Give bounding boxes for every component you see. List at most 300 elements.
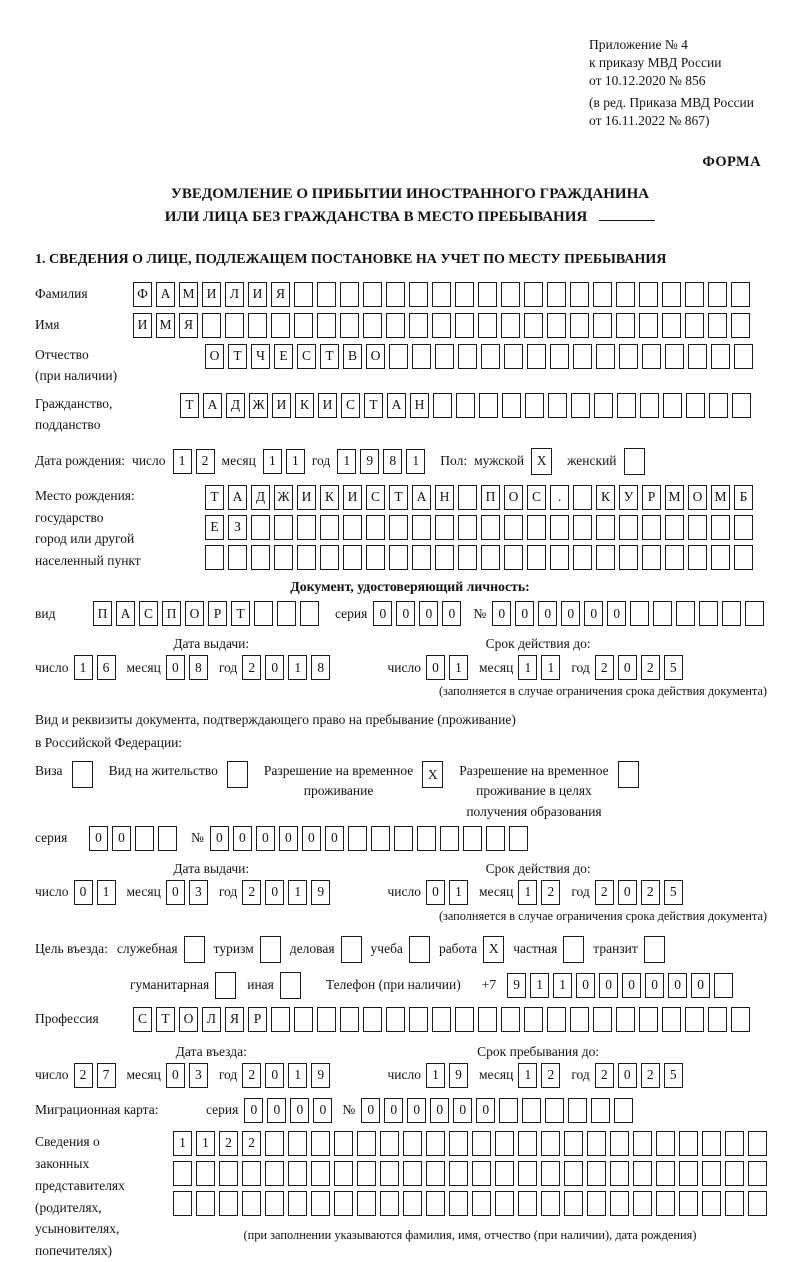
char-cell[interactable]: 0 <box>244 1098 263 1123</box>
char-cell[interactable] <box>458 344 477 369</box>
char-cell[interactable] <box>665 545 684 570</box>
char-cell[interactable] <box>432 282 451 307</box>
char-cell[interactable] <box>587 1191 606 1216</box>
char-cell[interactable] <box>412 344 431 369</box>
char-cell[interactable] <box>596 344 615 369</box>
char-cell[interactable]: 0 <box>112 826 131 851</box>
char-cell[interactable] <box>173 1191 192 1216</box>
char-cell[interactable] <box>242 1161 261 1186</box>
char-cell[interactable] <box>573 344 592 369</box>
char-cell[interactable] <box>711 545 730 570</box>
char-cell[interactable] <box>386 1007 405 1032</box>
char-cell[interactable] <box>662 1007 681 1032</box>
char-cell[interactable] <box>435 515 454 540</box>
char-cell[interactable] <box>518 1161 537 1186</box>
char-cell[interactable] <box>271 313 290 338</box>
char-cell[interactable]: 1 <box>426 1063 445 1088</box>
char-cell[interactable]: 6 <box>97 655 116 680</box>
char-cell[interactable] <box>409 313 428 338</box>
char-cell[interactable] <box>702 1161 721 1186</box>
char-cell[interactable]: Е <box>205 515 224 540</box>
char-cell[interactable] <box>685 1007 704 1032</box>
char-cell[interactable]: А <box>116 601 135 626</box>
char-cell[interactable]: Т <box>156 1007 175 1032</box>
char-cell[interactable] <box>662 282 681 307</box>
char-cell[interactable]: М <box>711 485 730 510</box>
char-cell[interactable] <box>340 313 359 338</box>
char-cell[interactable]: И <box>202 282 221 307</box>
char-cell[interactable] <box>748 1161 767 1186</box>
char-cell[interactable] <box>642 344 661 369</box>
char-cell[interactable]: 2 <box>641 880 660 905</box>
char-cell[interactable] <box>196 1191 215 1216</box>
char-cell[interactable]: 0 <box>426 880 445 905</box>
char-cell[interactable] <box>639 282 658 307</box>
char-cell[interactable]: 0 <box>515 601 534 626</box>
char-cell[interactable] <box>527 545 546 570</box>
char-cell[interactable]: 0 <box>256 826 275 851</box>
char-cell[interactable]: Ф <box>133 282 152 307</box>
char-cell[interactable] <box>196 1161 215 1186</box>
checkbox-cell[interactable] <box>563 936 584 963</box>
char-cell[interactable] <box>228 545 247 570</box>
char-cell[interactable] <box>501 313 520 338</box>
char-cell[interactable] <box>633 1191 652 1216</box>
char-cell[interactable] <box>458 515 477 540</box>
char-cell[interactable] <box>616 1007 635 1032</box>
char-cell[interactable] <box>458 485 477 510</box>
char-cell[interactable]: 0 <box>373 601 392 626</box>
char-cell[interactable] <box>547 1007 566 1032</box>
char-cell[interactable]: П <box>93 601 112 626</box>
char-cell[interactable] <box>288 1161 307 1186</box>
checkbox-cell[interactable]: X <box>483 936 504 963</box>
char-cell[interactable] <box>656 1161 675 1186</box>
char-cell[interactable] <box>745 601 764 626</box>
checkbox-cell[interactable] <box>72 761 93 788</box>
checkbox-cell[interactable] <box>624 448 645 475</box>
char-cell[interactable]: А <box>228 485 247 510</box>
char-cell[interactable] <box>591 1098 610 1123</box>
char-cell[interactable] <box>525 393 544 418</box>
char-cell[interactable]: З <box>228 515 247 540</box>
char-cell[interactable] <box>251 515 270 540</box>
char-cell[interactable]: 2 <box>641 655 660 680</box>
char-cell[interactable] <box>662 313 681 338</box>
char-cell[interactable]: 0 <box>576 973 595 998</box>
char-cell[interactable] <box>366 515 385 540</box>
char-cell[interactable]: Б <box>734 485 753 510</box>
char-cell[interactable]: Т <box>231 601 250 626</box>
char-cell[interactable]: М <box>156 313 175 338</box>
char-cell[interactable]: 2 <box>641 1063 660 1088</box>
char-cell[interactable]: О <box>185 601 204 626</box>
char-cell[interactable]: Я <box>271 282 290 307</box>
checkbox-cell[interactable] <box>280 972 301 999</box>
char-cell[interactable]: Я <box>179 313 198 338</box>
char-cell[interactable] <box>340 1007 359 1032</box>
char-cell[interactable] <box>504 545 523 570</box>
char-cell[interactable]: П <box>481 485 500 510</box>
char-cell[interactable]: 0 <box>361 1098 380 1123</box>
char-cell[interactable]: Я <box>225 1007 244 1032</box>
char-cell[interactable]: Т <box>228 344 247 369</box>
char-cell[interactable]: О <box>504 485 523 510</box>
char-cell[interactable] <box>663 393 682 418</box>
char-cell[interactable] <box>633 1131 652 1156</box>
checkbox-cell[interactable] <box>215 972 236 999</box>
char-cell[interactable]: 9 <box>449 1063 468 1088</box>
char-cell[interactable] <box>334 1131 353 1156</box>
char-cell[interactable]: 0 <box>618 655 637 680</box>
char-cell[interactable] <box>389 545 408 570</box>
char-cell[interactable] <box>564 1191 583 1216</box>
char-cell[interactable]: 1 <box>263 449 282 474</box>
char-cell[interactable]: Т <box>389 485 408 510</box>
char-cell[interactable] <box>642 545 661 570</box>
char-cell[interactable]: Д <box>251 485 270 510</box>
char-cell[interactable] <box>685 313 704 338</box>
char-cell[interactable] <box>679 1161 698 1186</box>
char-cell[interactable] <box>455 1007 474 1032</box>
char-cell[interactable]: 0 <box>622 973 641 998</box>
char-cell[interactable]: . <box>550 485 569 510</box>
char-cell[interactable]: 0 <box>265 880 284 905</box>
char-cell[interactable] <box>386 282 405 307</box>
char-cell[interactable] <box>518 1191 537 1216</box>
char-cell[interactable]: О <box>688 485 707 510</box>
char-cell[interactable]: 1 <box>288 1063 307 1088</box>
char-cell[interactable] <box>550 344 569 369</box>
char-cell[interactable] <box>348 826 367 851</box>
char-cell[interactable]: 0 <box>492 601 511 626</box>
char-cell[interactable] <box>610 1131 629 1156</box>
char-cell[interactable]: 0 <box>430 1098 449 1123</box>
char-cell[interactable]: Н <box>435 485 454 510</box>
char-cell[interactable] <box>472 1131 491 1156</box>
char-cell[interactable]: Т <box>180 393 199 418</box>
char-cell[interactable]: Р <box>642 485 661 510</box>
char-cell[interactable] <box>731 282 750 307</box>
char-cell[interactable]: 5 <box>664 655 683 680</box>
char-cell[interactable]: О <box>366 344 385 369</box>
char-cell[interactable] <box>630 601 649 626</box>
char-cell[interactable]: 0 <box>453 1098 472 1123</box>
char-cell[interactable]: 0 <box>89 826 108 851</box>
checkbox-cell[interactable] <box>227 761 248 788</box>
char-cell[interactable]: С <box>297 344 316 369</box>
char-cell[interactable] <box>653 601 672 626</box>
char-cell[interactable] <box>541 1191 560 1216</box>
char-cell[interactable]: 2 <box>196 449 215 474</box>
char-cell[interactable]: 0 <box>74 880 93 905</box>
char-cell[interactable]: 0 <box>279 826 298 851</box>
char-cell[interactable] <box>501 282 520 307</box>
char-cell[interactable] <box>711 344 730 369</box>
checkbox-cell[interactable] <box>260 936 281 963</box>
char-cell[interactable]: 2 <box>595 1063 614 1088</box>
char-cell[interactable]: 8 <box>189 655 208 680</box>
char-cell[interactable]: 0 <box>407 1098 426 1123</box>
char-cell[interactable]: 0 <box>265 1063 284 1088</box>
char-cell[interactable] <box>297 515 316 540</box>
char-cell[interactable] <box>731 313 750 338</box>
char-cell[interactable] <box>334 1161 353 1186</box>
char-cell[interactable]: 9 <box>360 449 379 474</box>
char-cell[interactable] <box>708 313 727 338</box>
char-cell[interactable] <box>202 313 221 338</box>
char-cell[interactable]: Р <box>208 601 227 626</box>
char-cell[interactable] <box>433 393 452 418</box>
char-cell[interactable]: У <box>619 485 638 510</box>
char-cell[interactable]: 9 <box>507 973 526 998</box>
char-cell[interactable]: 1 <box>406 449 425 474</box>
char-cell[interactable] <box>426 1131 445 1156</box>
char-cell[interactable]: 0 <box>618 1063 637 1088</box>
char-cell[interactable] <box>357 1161 376 1186</box>
char-cell[interactable]: 5 <box>664 1063 683 1088</box>
char-cell[interactable] <box>504 344 523 369</box>
char-cell[interactable] <box>571 393 590 418</box>
char-cell[interactable] <box>363 1007 382 1032</box>
char-cell[interactable] <box>274 545 293 570</box>
char-cell[interactable] <box>550 515 569 540</box>
char-cell[interactable] <box>463 826 482 851</box>
char-cell[interactable] <box>548 393 567 418</box>
char-cell[interactable]: К <box>320 485 339 510</box>
char-cell[interactable]: 2 <box>242 880 261 905</box>
char-cell[interactable] <box>440 826 459 851</box>
char-cell[interactable] <box>676 601 695 626</box>
char-cell[interactable] <box>596 515 615 540</box>
char-cell[interactable] <box>502 393 521 418</box>
char-cell[interactable] <box>734 515 753 540</box>
char-cell[interactable] <box>665 344 684 369</box>
char-cell[interactable] <box>248 313 267 338</box>
char-cell[interactable]: 0 <box>313 1098 332 1123</box>
char-cell[interactable]: Ж <box>249 393 268 418</box>
char-cell[interactable]: И <box>133 313 152 338</box>
checkbox-cell[interactable] <box>341 936 362 963</box>
char-cell[interactable] <box>545 1098 564 1123</box>
char-cell[interactable]: 2 <box>541 1063 560 1088</box>
char-cell[interactable]: П <box>162 601 181 626</box>
char-cell[interactable] <box>363 313 382 338</box>
char-cell[interactable] <box>734 344 753 369</box>
char-cell[interactable]: 0 <box>166 655 185 680</box>
char-cell[interactable] <box>573 485 592 510</box>
char-cell[interactable] <box>725 1191 744 1216</box>
char-cell[interactable]: М <box>179 282 198 307</box>
char-cell[interactable] <box>616 313 635 338</box>
char-cell[interactable]: 0 <box>265 655 284 680</box>
char-cell[interactable] <box>366 545 385 570</box>
char-cell[interactable] <box>573 515 592 540</box>
char-cell[interactable] <box>449 1191 468 1216</box>
char-cell[interactable] <box>504 515 523 540</box>
char-cell[interactable] <box>732 393 751 418</box>
char-cell[interactable]: А <box>203 393 222 418</box>
char-cell[interactable] <box>722 601 741 626</box>
char-cell[interactable]: 0 <box>290 1098 309 1123</box>
char-cell[interactable] <box>265 1131 284 1156</box>
char-cell[interactable] <box>371 826 390 851</box>
char-cell[interactable] <box>665 515 684 540</box>
char-cell[interactable]: 2 <box>242 1063 261 1088</box>
char-cell[interactable] <box>679 1131 698 1156</box>
char-cell[interactable] <box>294 313 313 338</box>
char-cell[interactable] <box>449 1131 468 1156</box>
char-cell[interactable] <box>271 1007 290 1032</box>
char-cell[interactable] <box>564 1131 583 1156</box>
char-cell[interactable]: 0 <box>419 601 438 626</box>
char-cell[interactable] <box>317 282 336 307</box>
char-cell[interactable] <box>639 1007 658 1032</box>
char-cell[interactable]: 1 <box>196 1131 215 1156</box>
char-cell[interactable]: 7 <box>97 1063 116 1088</box>
char-cell[interactable] <box>495 1161 514 1186</box>
char-cell[interactable]: К <box>295 393 314 418</box>
char-cell[interactable] <box>679 1191 698 1216</box>
char-cell[interactable]: 0 <box>668 973 687 998</box>
char-cell[interactable] <box>541 1131 560 1156</box>
char-cell[interactable]: 0 <box>561 601 580 626</box>
char-cell[interactable] <box>550 545 569 570</box>
char-cell[interactable]: Ж <box>274 485 293 510</box>
char-cell[interactable] <box>432 313 451 338</box>
char-cell[interactable]: 1 <box>530 973 549 998</box>
char-cell[interactable] <box>547 313 566 338</box>
char-cell[interactable] <box>708 282 727 307</box>
char-cell[interactable] <box>709 393 728 418</box>
char-cell[interactable]: 1 <box>97 880 116 905</box>
char-cell[interactable] <box>320 545 339 570</box>
checkbox-cell[interactable]: X <box>531 448 552 475</box>
char-cell[interactable] <box>570 313 589 338</box>
char-cell[interactable] <box>524 282 543 307</box>
char-cell[interactable] <box>265 1161 284 1186</box>
char-cell[interactable] <box>343 515 362 540</box>
char-cell[interactable]: Р <box>248 1007 267 1032</box>
char-cell[interactable] <box>317 313 336 338</box>
char-cell[interactable] <box>481 344 500 369</box>
char-cell[interactable]: 0 <box>302 826 321 851</box>
char-cell[interactable] <box>409 282 428 307</box>
char-cell[interactable] <box>640 393 659 418</box>
char-cell[interactable] <box>714 973 733 998</box>
char-cell[interactable]: И <box>272 393 291 418</box>
checkbox-cell[interactable] <box>644 936 665 963</box>
char-cell[interactable]: Н <box>410 393 429 418</box>
char-cell[interactable]: 1 <box>288 880 307 905</box>
char-cell[interactable] <box>205 545 224 570</box>
char-cell[interactable] <box>389 344 408 369</box>
char-cell[interactable] <box>486 826 505 851</box>
char-cell[interactable] <box>297 545 316 570</box>
char-cell[interactable]: 0 <box>645 973 664 998</box>
char-cell[interactable] <box>478 1007 497 1032</box>
char-cell[interactable] <box>541 1161 560 1186</box>
char-cell[interactable] <box>277 601 296 626</box>
char-cell[interactable] <box>499 1098 518 1123</box>
char-cell[interactable]: 1 <box>518 655 537 680</box>
char-cell[interactable]: А <box>412 485 431 510</box>
char-cell[interactable] <box>320 515 339 540</box>
char-cell[interactable] <box>509 826 528 851</box>
char-cell[interactable] <box>403 1191 422 1216</box>
char-cell[interactable] <box>158 826 177 851</box>
char-cell[interactable] <box>288 1191 307 1216</box>
char-cell[interactable] <box>432 1007 451 1032</box>
char-cell[interactable]: 0 <box>166 880 185 905</box>
char-cell[interactable] <box>619 545 638 570</box>
char-cell[interactable] <box>748 1191 767 1216</box>
char-cell[interactable] <box>311 1191 330 1216</box>
char-cell[interactable] <box>699 601 718 626</box>
char-cell[interactable] <box>573 545 592 570</box>
char-cell[interactable] <box>610 1161 629 1186</box>
char-cell[interactable]: К <box>596 485 615 510</box>
char-cell[interactable] <box>386 313 405 338</box>
char-cell[interactable] <box>688 545 707 570</box>
char-cell[interactable] <box>435 545 454 570</box>
char-cell[interactable]: Е <box>274 344 293 369</box>
char-cell[interactable] <box>593 313 612 338</box>
char-cell[interactable] <box>389 515 408 540</box>
char-cell[interactable] <box>300 601 319 626</box>
char-cell[interactable] <box>456 393 475 418</box>
char-cell[interactable] <box>524 1007 543 1032</box>
title-blank-line[interactable] <box>599 220 655 221</box>
char-cell[interactable] <box>725 1161 744 1186</box>
char-cell[interactable]: 3 <box>189 880 208 905</box>
char-cell[interactable] <box>614 1098 633 1123</box>
char-cell[interactable]: М <box>665 485 684 510</box>
char-cell[interactable] <box>478 282 497 307</box>
char-cell[interactable]: 5 <box>664 880 683 905</box>
char-cell[interactable] <box>725 1131 744 1156</box>
char-cell[interactable]: 2 <box>595 880 614 905</box>
char-cell[interactable] <box>219 1191 238 1216</box>
char-cell[interactable] <box>412 515 431 540</box>
char-cell[interactable] <box>435 344 454 369</box>
char-cell[interactable] <box>409 1007 428 1032</box>
char-cell[interactable] <box>254 601 273 626</box>
char-cell[interactable] <box>251 545 270 570</box>
char-cell[interactable]: 2 <box>242 1131 261 1156</box>
char-cell[interactable]: 2 <box>595 655 614 680</box>
char-cell[interactable]: И <box>297 485 316 510</box>
checkbox-cell[interactable]: X <box>422 761 443 788</box>
char-cell[interactable] <box>617 393 636 418</box>
char-cell[interactable] <box>455 313 474 338</box>
char-cell[interactable]: 2 <box>242 655 261 680</box>
char-cell[interactable]: 8 <box>311 655 330 680</box>
char-cell[interactable]: А <box>387 393 406 418</box>
char-cell[interactable]: 0 <box>384 1098 403 1123</box>
char-cell[interactable]: И <box>343 485 362 510</box>
char-cell[interactable] <box>403 1161 422 1186</box>
char-cell[interactable] <box>639 313 658 338</box>
char-cell[interactable] <box>274 515 293 540</box>
char-cell[interactable] <box>522 1098 541 1123</box>
char-cell[interactable]: Т <box>205 485 224 510</box>
char-cell[interactable]: 1 <box>449 655 468 680</box>
char-cell[interactable] <box>481 545 500 570</box>
char-cell[interactable]: 3 <box>189 1063 208 1088</box>
char-cell[interactable] <box>524 313 543 338</box>
char-cell[interactable]: С <box>341 393 360 418</box>
